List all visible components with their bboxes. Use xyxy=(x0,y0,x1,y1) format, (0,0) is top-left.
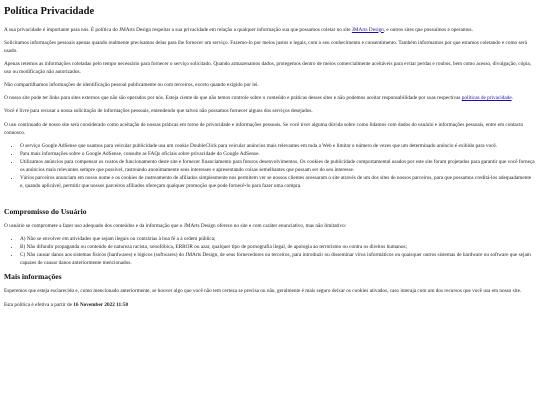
external-text-before: O nosso site pode ter links para sites externos que não são operados por nós. Esteja ciente de que não temos controle sobre o conteúdo e práticas desses sites e não podemos aceitar responsabilidade por suas respectivas xyxy=(4,95,462,102)
privacy-policies-link[interactable]: políticas de privacidade xyxy=(461,95,512,102)
commitment-intro: O usuário se compromete a fazer uso adequado dos conteúdos e da informação que o JMArts Design oferece no site e com caráter enunciativo, mas não limitativo: xyxy=(4,222,347,229)
intro-paragraph xyxy=(4,26,536,34)
list-item: • C) Não causar danos aos sistemas físicos (hardwares) e lógicos (softwares) do JMArts Design, de seus fornecedores ou terceiros, para introduzir ou disseminar vírus informáticos ou quaisquer outros sistemas de hardware ou software que sejam capazes de causar danos anteriormente mencionados. xyxy=(20,251,536,267)
intro-text-before: A sua privacidade é importante para nós. É política do JMArts Design respeitar a sua privacidade em relação a qualquer informação sua que possamos coletar no site xyxy=(4,26,352,33)
ads-list xyxy=(4,142,536,191)
external-text-after: . xyxy=(511,95,513,102)
continued-use-paragraph: O uso continuado de nosso site será considerado como aceitação de nossas práticas em torno de privacidade e informações pessoais. Se você tiver alguma dúvida sobre como lidamos com dados do usuário e informações pessoais, entre em contacto connosco. xyxy=(4,121,524,136)
page-title: Política Privacidade xyxy=(4,6,95,17)
list-item: • B) Não difundir propaganda ou conteúdo de natureza racista, xenofóbica, ERROR ou azar, qualquer tipo de pornografia ilegal, de apologia ao terrorismo ou contra os direitos humanos; xyxy=(20,243,536,251)
commitment-list xyxy=(4,235,536,268)
external-links-paragraph xyxy=(4,94,536,102)
site-link[interactable]: JMArts Design xyxy=(351,26,384,33)
section-spacer xyxy=(4,196,536,207)
retain-paragraph: Apenas retemos as informações coletadas pelo tempo necessário para fornecer o serviço solicitado. Quando armazenamos dados, protegemos dentro de meios comercialmente aceitáveis para evitar perdas e roubos, bem como acesso, divulgação, cópia, uso ou modificação não autorizados. xyxy=(4,60,531,76)
collect-paragraph: Solicitamos informações pessoais apenas quando realmente precisamos delas para lhe fornecer um serviço. Fazemo-lo por meios justos e legais, com o seu conhecimento e consentimento. Também informamos por que estamos coletando e como será usado. xyxy=(4,39,527,54)
commitment-heading: Compromisso do Usuário xyxy=(4,206,87,216)
intro-text-after: , e outros sites que possuímos e operamos. xyxy=(383,26,473,33)
list-item: • A) Não se envolver em atividades que sejam ilegais ou contrárias à boa fé a à ordem pública; xyxy=(20,235,536,243)
more-info-heading: Mais informações xyxy=(4,272,62,282)
effective-label: Esta política é efetiva a partir de xyxy=(4,301,74,308)
share-paragraph: Não compartilhamos informações de identificação pessoal publicamente ou com terceiros, exceto quando exigido por lei. xyxy=(4,82,259,89)
refuse-paragraph: Você é livre para recusar a nossa solicitação de informações pessoais, entendendo que talvez não possamos fornecer alguns dos serviços desejados. xyxy=(4,108,313,115)
effective-date-paragraph xyxy=(4,301,536,309)
more-info-paragraph: Esperemos que esteja esclarecido e, como mencionado anteriormente, se houver algo que você não tem certeza se precisa ou não, geralmente é mais seguro deixar os cookies ativados, caso interaja com um dos recursos que você usa em nosso site. xyxy=(4,288,522,295)
list-item: • Para mais informações sobre o Google AdSense, consulte as FAQs oficiais sobre privacidade do Google AdSense. xyxy=(20,150,536,158)
effective-date: 16 November 2022 11:50 xyxy=(73,301,129,308)
list-item: • Vários parceiros anunciam em nosso nome e os cookies de rastreamento de afiliados simplesmente nos permitem ver se nossos clientes acessaram o site através de um dos sites de nossos parceiros, para que possamos creditá-los adequadamente e, quando aplicável, permitir que nossos parceiros afiliados ofereçam qualquer promoção que pode fornecê-lo para fazer uma compra. xyxy=(20,174,536,190)
list-item: • Utilizamos anúncios para compensar os custos de funcionamento deste site e fornecer financiamento para futuros desenvolvimentos. Os cookies de publicidade comportamental usados por este site foram projetados para garantir que você forneça os anúncios mais relevantes sempre que possível, rastreando anonimamente seus interesses e apresentando coisas semelhantes que possam ser do seu interesse. xyxy=(20,158,536,174)
list-item: • O serviço Google AdSense que usamos para veicular publicidade usa um cookie DoubleClick para veicular anúncios mais relevantes em toda a Web e limitar o número de vezes que um determinado anúncio é exibido para você. xyxy=(20,142,536,150)
